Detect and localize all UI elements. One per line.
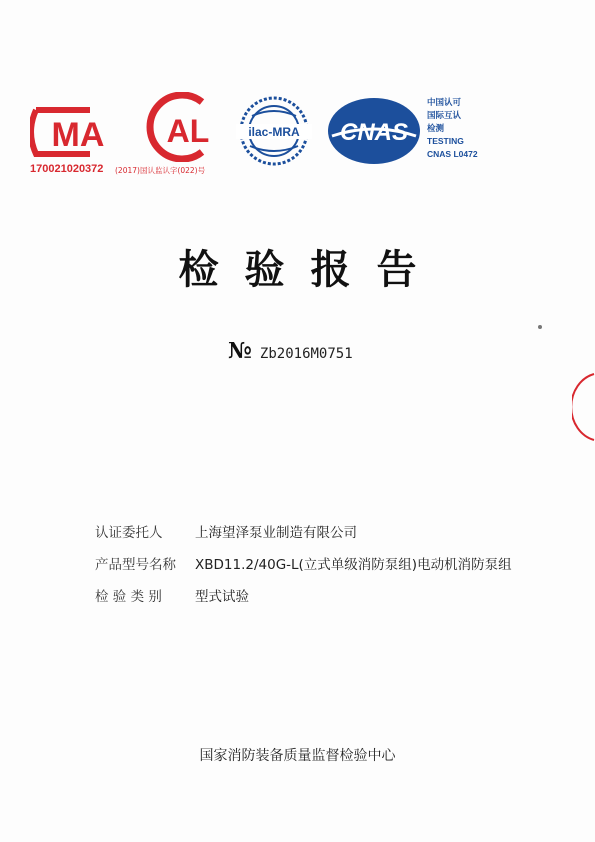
issuing-organization: 国家消防装备质量监督检验中心	[199, 748, 396, 764]
info-label: 产品型号名称	[95, 557, 176, 573]
cert-approval-number: (2017)国认监认字(022)号	[115, 166, 206, 175]
report-number	[228, 338, 353, 364]
ilac-mra-logo	[230, 94, 318, 168]
speck	[538, 325, 542, 329]
cnas-line: 检测	[427, 123, 445, 133]
info-value: 型式试验	[195, 589, 249, 605]
cnas-logo	[326, 96, 422, 166]
cnas-line: 国际互认	[427, 110, 462, 120]
cma-logo	[30, 106, 120, 158]
report-info	[95, 515, 512, 611]
cnas-line: TESTING	[427, 136, 464, 146]
cma-cert-code: 17002102037​2	[30, 163, 104, 175]
info-row-test-type	[95, 579, 512, 611]
report-title: 检验报告	[178, 247, 443, 293]
cnas-logo-text: CNAS	[339, 119, 409, 146]
report-number-value: Zb2016M0751	[259, 346, 353, 362]
info-value: 上海望泽泵业制造有限公司	[195, 525, 357, 541]
cnas-accreditation-text	[427, 96, 478, 161]
info-label: 认证委托人	[95, 525, 163, 541]
cnas-line: 中国认可	[427, 97, 462, 107]
cal-logo-text: AL	[166, 113, 210, 149]
ilac-logo-text: ilac-MRA	[248, 125, 300, 139]
info-row-client	[95, 515, 512, 547]
info-row-product	[95, 547, 512, 579]
number-sign: №	[228, 338, 252, 364]
cal-logo	[140, 92, 220, 162]
info-value: XBD11.2/40G-L(立式单级消防泵组)电动机消防泵组	[195, 557, 512, 573]
cma-logo-text: MA	[51, 116, 105, 154]
cnas-line: CNAS L0472	[427, 149, 478, 159]
info-label: 检 验 类 别	[95, 589, 162, 605]
seal-stamp-fragment	[572, 372, 595, 442]
